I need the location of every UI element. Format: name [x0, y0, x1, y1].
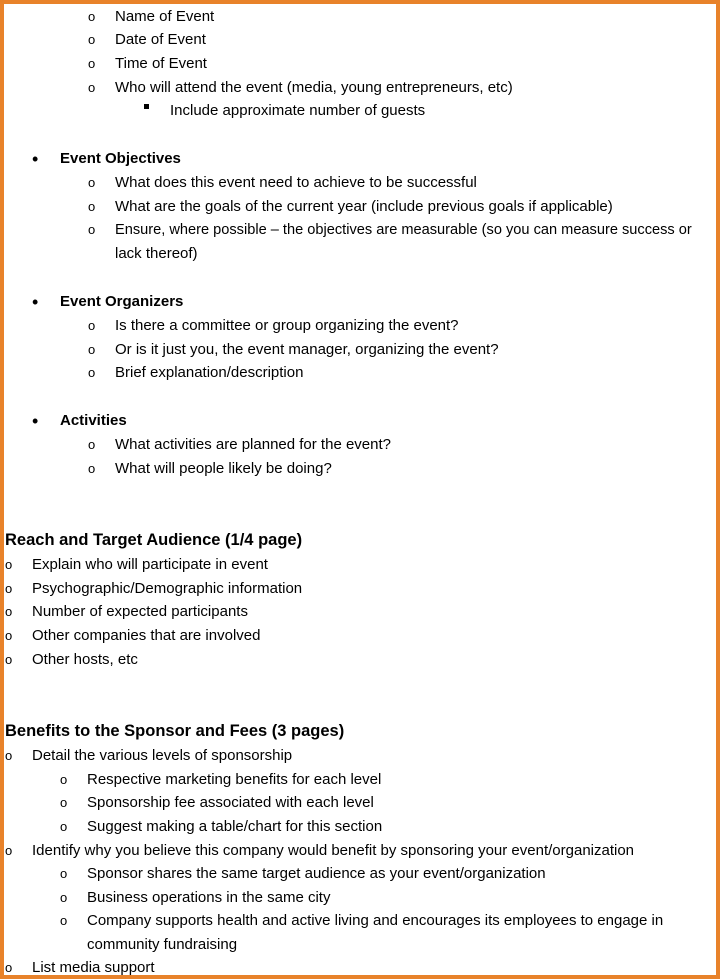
list-item: Psychographic/Demographic information [32, 580, 303, 597]
circle-bullet: o [5, 557, 13, 572]
list-item: Is there a committee or group organizing the event? [115, 317, 459, 334]
list-item: Identify why you believe this company would benefit by sponsoring your event/organization [32, 842, 635, 859]
list-item: What does this event need to achieve to be successful [115, 174, 477, 191]
circle-bullet: o [88, 365, 96, 380]
list-item: Who will attend the event (media, young entrepreneurs, etc) [115, 79, 513, 96]
circle-bullet: o [60, 866, 68, 881]
sub-list-item: Suggest making a table/chart for this section [87, 818, 383, 835]
bullet: • [32, 411, 39, 431]
section-heading: Benefits to the Sponsor and Fees (3 pages) [5, 722, 345, 740]
list-item: Brief explanation/description [115, 364, 304, 381]
section-title: Activities [60, 412, 127, 429]
list-item: Other companies that are involved [32, 627, 261, 644]
circle-bullet: o [60, 772, 68, 787]
list-item: Date of Event [115, 31, 206, 48]
circle-bullet: o [88, 318, 96, 333]
list-item: Time of Event [115, 55, 207, 72]
section-title: Event Organizers [60, 293, 184, 310]
circle-bullet: o [5, 581, 13, 596]
sub-list-item: Sponsor shares the same target audience as your event/organization [87, 865, 546, 882]
sub-list-item: Include approximate number of guests [170, 102, 426, 119]
list-item: Explain who will participate in event [32, 556, 268, 573]
circle-bullet: o [5, 843, 13, 858]
list-item: Number of expected participants [32, 603, 248, 620]
circle-bullet: o [88, 32, 96, 47]
document-page [4, 4, 716, 975]
circle-bullet: o [5, 748, 13, 763]
sub-list-item: Company supports health and active living and encourages its employees to engage in [87, 912, 664, 929]
list-item-continuation: lack thereof) [115, 245, 198, 262]
sub-list-item-continuation: community fundraising [87, 936, 238, 953]
section-heading: Reach and Target Audience (1/4 page) [5, 531, 303, 549]
circle-bullet: o [88, 56, 96, 71]
list-item: What activities are planned for the event? [115, 436, 391, 453]
section-title: Event Objectives [60, 150, 181, 167]
circle-bullet: o [88, 9, 96, 24]
circle-bullet: o [60, 913, 68, 928]
circle-bullet: o [88, 342, 96, 357]
circle-bullet: o [60, 819, 68, 834]
list-item: Other hosts, etc [32, 651, 138, 668]
list-item: Detail the various levels of sponsorship [32, 747, 293, 764]
circle-bullet: o [5, 604, 13, 619]
circle-bullet: o [60, 890, 68, 905]
circle-bullet: o [88, 80, 96, 95]
circle-bullet: o [5, 652, 13, 667]
bullet: • [32, 149, 39, 169]
sub-list-item: Sponsorship fee associated with each level [87, 794, 374, 811]
list-item: What will people likely be doing? [115, 460, 332, 477]
list-item: What are the goals of the current year (include previous goals if applicable) [115, 198, 613, 215]
sub-list-item: Business operations in the same city [87, 889, 331, 906]
list-item: Name of Event [115, 8, 215, 25]
circle-bullet: o [88, 175, 96, 190]
circle-bullet: o [88, 199, 96, 214]
circle-bullet: o [88, 222, 96, 237]
sub-list-item: Respective marketing benefits for each level [87, 771, 382, 788]
circle-bullet: o [60, 795, 68, 810]
list-item: Or is it just you, the event manager, organizing the event? [115, 341, 499, 358]
circle-bullet: o [88, 461, 96, 476]
list-item: List media support [32, 959, 155, 975]
list-item: Ensure, where possible – the objectives are measurable (so you can measure success or [115, 222, 692, 238]
circle-bullet: o [88, 437, 96, 452]
bullet: • [32, 292, 39, 312]
square-bullet [144, 104, 149, 109]
circle-bullet: o [5, 628, 13, 643]
circle-bullet: o [5, 960, 13, 975]
